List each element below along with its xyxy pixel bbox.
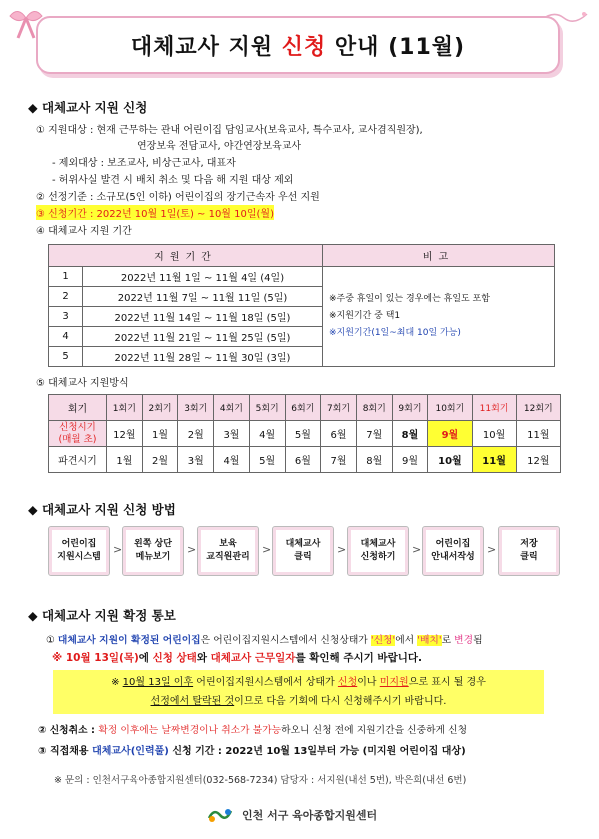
dispatch-cell: 3월 [178, 447, 214, 473]
title-suffix: 안내 (11월) [326, 34, 466, 60]
apply-cell: 11월 [516, 421, 560, 447]
row-number: 2 [49, 287, 83, 307]
round-header: 3회기 [178, 395, 214, 421]
arrow-icon: > [262, 543, 272, 556]
step-text: 대체교사 [360, 538, 396, 549]
round-header-current: 11회기 [472, 395, 516, 421]
row-period: 2022년 11월 21일 ~ 11월 25일 (5일) [83, 327, 323, 347]
dispatch-cell: 5월 [249, 447, 285, 473]
round-header: 2회기 [142, 395, 178, 421]
step-text: 저장 [520, 538, 538, 549]
box-1g: 으로 표시 될 경우 [408, 677, 486, 688]
round-header: 6회기 [285, 395, 321, 421]
dispatch-cell: 4월 [214, 447, 250, 473]
table-row [49, 267, 555, 287]
direct-hire-line [38, 742, 466, 757]
n2-e: 대체교사 근무일자 [210, 652, 296, 664]
n1-g: 로 [441, 635, 455, 646]
logo-icon [206, 806, 234, 824]
note-cell [323, 267, 555, 367]
apply-cell: 6월 [321, 421, 357, 447]
section-method-heading: ◆ 대체교사 지원 신청 방법 [28, 502, 176, 517]
notice-box [53, 670, 544, 714]
arrow-icon: > [113, 543, 123, 556]
step-text: 어린이집 [435, 538, 471, 549]
box-1f: 미지원 [379, 677, 409, 688]
step-6 [422, 526, 484, 576]
n2-b: 에 [138, 652, 153, 664]
row-period: 2022년 11월 28일 ~ 11월 30일 (3일) [83, 347, 323, 367]
box-1c: 어린이집지원시스템에서 상태가 [193, 677, 338, 688]
round-header: 9회기 [392, 395, 428, 421]
apply-label-text: 신청시기 [59, 421, 96, 433]
apply-cell: 8월 [392, 421, 428, 447]
step-text: 지원시스템 [57, 552, 101, 562]
n2-d: 와 [196, 652, 211, 664]
step-2 [122, 526, 184, 576]
period-header: 지원기간 [49, 245, 323, 267]
dispatch-cell: 8월 [356, 447, 392, 473]
rounds-table [48, 394, 561, 473]
n1-e: 에서 [395, 635, 418, 646]
apply-row [49, 421, 561, 447]
target-line: ① 지원대상 : 현재 근무하는 관내 어린이집 담임교사(보육교사, 특수교사, 교사겸직원장), [36, 125, 423, 136]
box-1a: ※ [111, 677, 123, 688]
dispatch-cell: 6월 [285, 447, 321, 473]
footer [206, 806, 377, 824]
step-text: 왼쪽 상단 [134, 538, 172, 549]
false-info-line: - 허위사실 발견 시 배치 취소 및 다음 해 지원 대상 제외 [52, 175, 294, 186]
dispatch-cell: 7월 [321, 447, 357, 473]
arrow-icon: > [412, 543, 422, 556]
direct-c: 신청 기간 : 2022년 10월 13일부터 가능 (미지원 어린이집 대상) [168, 746, 466, 757]
round-header: 회기 [49, 395, 107, 421]
n1-h: 변경 [454, 635, 474, 646]
title-highlight: 신청 [281, 34, 327, 60]
note-2: ※지원기간 중 택1 [329, 311, 401, 321]
round-header: 8회기 [356, 395, 392, 421]
direct-b: 대체교사(인력풀) [92, 746, 169, 757]
dispatch-cell-current: 11월 [472, 447, 516, 473]
dispatch-cell: 10월 [428, 447, 472, 473]
dispatch-cell: 2월 [142, 447, 178, 473]
apply-label-sub: (매월 초) [58, 433, 97, 445]
footer-text: 인천 서구 육아종합지원센터 [242, 809, 378, 822]
arrow-icon: > [337, 543, 347, 556]
support-period-table [48, 244, 555, 367]
n2-a: ※ 10월 13일(목) [52, 652, 139, 664]
apply-cell: 4월 [249, 421, 285, 447]
cancel-b: 확정 이후에는 날짜변경이나 취소가 불가능 [98, 725, 282, 736]
n1-c: 은 어린이집지원시스템에서 신청상태가 [200, 635, 371, 646]
box-2a: 선정에서 탈락된 것 [150, 696, 235, 707]
step-text: 안내서작성 [431, 552, 475, 562]
row-period: 2022년 11월 1일 ~ 11월 4일 (4일) [83, 267, 323, 287]
n1-i: 됨 [473, 635, 483, 646]
step-text: 대체교사 [285, 538, 321, 549]
method-heading: ⑤ 대체교사 지원방식 [36, 378, 129, 389]
title-text: 대체교사 지원 [130, 34, 282, 60]
dispatch-cell: 1월 [107, 447, 143, 473]
arrow-icon: > [187, 543, 197, 556]
dispatch-cell: 9월 [392, 447, 428, 473]
note-1: ※주중 휴일이 있는 경우에는 휴일도 포함 [329, 294, 490, 304]
notify-line-1 [46, 632, 483, 646]
step-7 [498, 526, 560, 576]
row-period: 2022년 11월 14일 ~ 11월 18일 (5일) [83, 307, 323, 327]
cancel-a: ② 신청취소 : [38, 725, 99, 736]
cancel-c: 하오니 신청 전에 지원기간을 신중하게 신청 [281, 725, 468, 736]
step-text: 클릭 [294, 552, 312, 562]
contact-line: ※ 문의 : 인천서구육아종합지원센터(032-568-7234) 담당자 : 서지원(내선 5번), 박은희(내선 6번) [54, 775, 467, 786]
apply-cell: 1월 [142, 421, 178, 447]
apply-cell: 10월 [472, 421, 516, 447]
round-header: 4회기 [214, 395, 250, 421]
round-header: 5회기 [249, 395, 285, 421]
step-text: 교직원관리 [206, 552, 250, 562]
apply-cell: 3월 [214, 421, 250, 447]
note-3: ※지원기간(1일~최대 10일 가능) [329, 328, 461, 338]
box-2b: 이므로 다음 기회에 다시 신청해주시기 바랍니다. [234, 696, 447, 707]
support-period-heading: ④ 대체교사 지원 기간 [36, 226, 132, 237]
round-header: 12회기 [516, 395, 560, 421]
dispatch-cell: 12월 [516, 447, 560, 473]
box-1e: 이나 [357, 677, 380, 688]
apply-cell: 12월 [107, 421, 143, 447]
apply-period-line: ③ 신청기간 : 2022년 10월 1일(토) ~ 10월 10일(월) [36, 205, 274, 220]
n2-f: 를 확인해 주시기 바랍니다. [295, 652, 422, 664]
box-1b: 10월 13일 이후 [122, 677, 194, 688]
apply-cell: 5월 [285, 421, 321, 447]
step-3 [197, 526, 259, 576]
row-number: 3 [49, 307, 83, 327]
section-apply-heading: ◆ 대체교사 지원 신청 [28, 100, 148, 115]
apply-cell: 7월 [356, 421, 392, 447]
step-1 [48, 526, 110, 576]
step-text: 신청하기 [360, 552, 396, 562]
row-period: 2022년 11월 7일 ~ 11월 11일 (5일) [83, 287, 323, 307]
cancel-line [38, 722, 467, 736]
round-header: 7회기 [321, 395, 357, 421]
apply-cell-current: 9월 [428, 421, 472, 447]
notice-line-2 [53, 692, 544, 711]
criteria-line: ② 선정기준 : 소규모(5인 이하) 어린이집의 장기근속자 우선 지원 [36, 192, 320, 203]
n1-b: 대체교사 지원이 확정된 어린이집 [57, 635, 201, 646]
arrow-icon: > [487, 543, 497, 556]
title-box [36, 16, 560, 74]
dispatch-row [49, 447, 561, 473]
step-text: 보육 [219, 538, 237, 549]
row-number: 5 [49, 347, 83, 367]
n2-c: 신청 상태 [152, 652, 197, 664]
round-header: 1회기 [107, 395, 143, 421]
step-4 [272, 526, 334, 576]
page-title [131, 30, 465, 61]
notice-line-1 [53, 673, 544, 692]
notify-line-2 [52, 650, 422, 665]
n1-f: '배치' [417, 635, 442, 646]
n1-a: ① [46, 635, 58, 646]
target-line-2: 연장보육 전담교사, 야간연장보육교사 [137, 141, 302, 152]
section-notify-heading: ◆ 대체교사 지원 확정 통보 [28, 608, 176, 623]
rounds-header-row [49, 395, 561, 421]
direct-a: ③ 직접채용 [38, 746, 93, 757]
round-header: 10회기 [428, 395, 472, 421]
apply-cell: 2월 [178, 421, 214, 447]
box-1d: 신청 [337, 677, 358, 688]
step-text: 메뉴보기 [135, 552, 171, 562]
exclude-line: - 제외대상 : 보조교사, 비상근교사, 대표자 [52, 158, 236, 169]
apply-label [49, 421, 107, 447]
row-number: 1 [49, 267, 83, 287]
n1-d: '신청' [370, 635, 396, 646]
note-header: 비고 [323, 245, 555, 267]
step-text: 어린이집 [61, 538, 97, 549]
row-number: 4 [49, 327, 83, 347]
dispatch-label: 파견시기 [49, 447, 107, 473]
step-text: 클릭 [520, 552, 538, 562]
step-5 [347, 526, 409, 576]
